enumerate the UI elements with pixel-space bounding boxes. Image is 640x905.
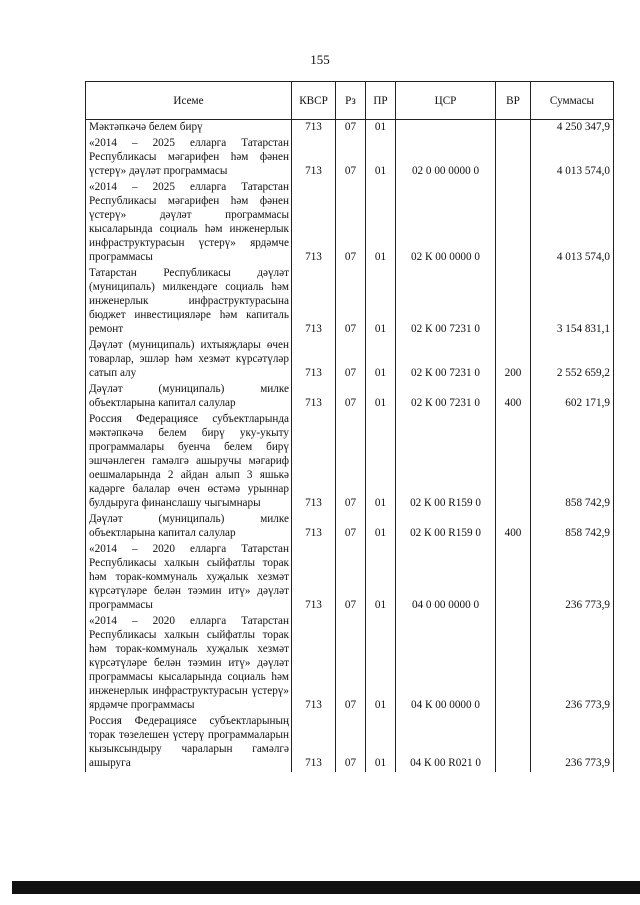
row-kvsr: 713 [292, 136, 336, 180]
row-rz: 07 [336, 120, 366, 137]
row-vr: 400 [496, 512, 531, 542]
row-sum: 3 154 831,1 [531, 266, 614, 338]
row-rz: 07 [336, 614, 366, 714]
row-pr: 01 [366, 266, 396, 338]
row-csr: 04 0 00 0000 0 [396, 542, 496, 614]
row-sum: 4 250 347,9 [531, 120, 614, 137]
row-vr: 200 [496, 338, 531, 382]
row-csr: 02 К 00 7231 0 [396, 266, 496, 338]
header-kvsr: КВСР [292, 82, 336, 120]
row-kvsr: 713 [292, 614, 336, 714]
row-pr: 01 [366, 382, 396, 412]
row-sum: 858 742,9 [531, 412, 614, 512]
row-kvsr: 713 [292, 512, 336, 542]
row-name: «2014 – 2020 елларга Татарстан Республикасы халкын сыйфатлы торак һәм торак-коммуналь хуҗалык хезмәт күрсәтүләре белән тәэмин итү» дәүләт программасы [86, 542, 292, 614]
row-kvsr: 713 [292, 338, 336, 382]
row-name: Дәүләт (муниципаль) милке объектларына капитал салулар [86, 382, 292, 412]
row-pr: 01 [366, 136, 396, 180]
row-pr: 01 [366, 714, 396, 772]
row-csr: 02 К 00 R159 0 [396, 512, 496, 542]
row-kvsr: 713 [292, 542, 336, 614]
row-kvsr: 713 [292, 120, 336, 137]
row-vr [496, 614, 531, 714]
row-sum: 2 552 659,2 [531, 338, 614, 382]
row-name: Россия Федерациясе субъектларының торак төзелешен үстерү программаларын кызыксындыру чараларын гамәлгә ашыруга [86, 714, 292, 772]
header-pr: ПР [366, 82, 396, 120]
row-pr: 01 [366, 614, 396, 714]
row-csr: 02 К 00 0000 0 [396, 180, 496, 266]
row-sum: 602 171,9 [531, 382, 614, 412]
row-rz: 07 [336, 512, 366, 542]
row-pr: 01 [366, 338, 396, 382]
row-kvsr: 713 [292, 266, 336, 338]
row-csr: 02 К 00 7231 0 [396, 338, 496, 382]
table-row [86, 382, 614, 412]
row-csr: 02 К 00 7231 0 [396, 382, 496, 412]
row-pr: 01 [366, 412, 396, 512]
row-sum: 236 773,9 [531, 542, 614, 614]
header-name: Исеме [86, 82, 292, 120]
table-row [86, 266, 614, 338]
header-rz: Рз [336, 82, 366, 120]
row-vr [496, 136, 531, 180]
row-csr: 04 К 00 R021 0 [396, 714, 496, 772]
row-rz: 07 [336, 180, 366, 266]
table-row [86, 512, 614, 542]
row-sum: 236 773,9 [531, 714, 614, 772]
row-csr: 02 0 00 0000 0 [396, 136, 496, 180]
row-csr: 04 К 00 0000 0 [396, 614, 496, 714]
row-kvsr: 713 [292, 412, 336, 512]
row-rz: 07 [336, 412, 366, 512]
row-sum: 858 742,9 [531, 512, 614, 542]
row-vr [496, 714, 531, 772]
row-name: «2014 – 2025 елларга Татарстан Республикасы мәгарифен һәм фәнен үстерү» дәүләт программасы кысаларында социаль һәм инженерлык инфраструктурасын үстерү» ярдәмче программасы [86, 180, 292, 266]
row-rz: 07 [336, 338, 366, 382]
row-kvsr: 713 [292, 180, 336, 266]
row-pr: 01 [366, 512, 396, 542]
row-name: «2014 – 2025 елларга Татарстан Республикасы мәгарифен һәм фәнен үстерү» дәүләт программасы [86, 136, 292, 180]
row-sum: 4 013 574,0 [531, 136, 614, 180]
row-kvsr: 713 [292, 714, 336, 772]
row-name: Татарстан Республикасы дәүләт (муниципаль) милкендәге социаль һәм инженерлык инфраструктурасына бюджет инвестицияләре һәм капиталь ремонт [86, 266, 292, 338]
row-vr [496, 266, 531, 338]
row-kvsr: 713 [292, 382, 336, 412]
row-name: Россия Федерациясе субъектларында мәктәпкәчә белем бирү уку-укыту программалары буенча белем бирү эшчәнлеген гамәлгә ашыручы мәгариф оешмаларында 2 айдан алып 3 яшькә кадәрге балалар өчен өстәмә урыннар булдыруга финанслашу чыгымнары [86, 412, 292, 512]
table-row [86, 136, 614, 180]
row-vr [496, 120, 531, 137]
page-number: 155 [310, 52, 330, 67]
row-vr [496, 542, 531, 614]
table-header-row [86, 82, 614, 120]
row-vr [496, 412, 531, 512]
row-pr: 01 [366, 542, 396, 614]
row-pr: 01 [366, 120, 396, 137]
row-name: «2014 – 2020 елларга Татарстан Республикасы халкын сыйфатлы торак һәм торак-коммуналь хуҗалык хезмәт күрсәтүләре белән тәэмин итү» дәүләт программасы кысаларында социаль һәм инженерлык инфраструктурасын үстерү» ярдәмче программасы [86, 614, 292, 714]
header-sum: Суммасы [531, 82, 614, 120]
row-name: Дәүләт (муниципаль) милке объектларына капитал салулар [86, 512, 292, 542]
row-rz: 07 [336, 136, 366, 180]
row-sum: 236 773,9 [531, 614, 614, 714]
table-row [86, 542, 614, 614]
table-row [86, 180, 614, 266]
row-csr [396, 120, 496, 137]
table-row [86, 714, 614, 772]
row-rz: 07 [336, 542, 366, 614]
budget-table [85, 81, 614, 772]
header-csr: ЦСР [396, 82, 496, 120]
row-rz: 07 [336, 382, 366, 412]
row-sum: 4 013 574,0 [531, 180, 614, 266]
table-row [86, 614, 614, 714]
row-vr: 400 [496, 382, 531, 412]
row-name: Мәктәпкәчә белем бирү [86, 120, 292, 137]
table-row [86, 338, 614, 382]
row-vr [496, 180, 531, 266]
row-csr: 02 К 00 R159 0 [396, 412, 496, 512]
header-vr: ВР [496, 82, 531, 120]
row-name: Дәүләт (муниципаль) ихтыяҗлары өчен товарлар, эшләр һәм хезмәт күрсәтүләр сатып алу [86, 338, 292, 382]
row-rz: 07 [336, 714, 366, 772]
row-pr: 01 [366, 180, 396, 266]
scan-edge-bar [12, 881, 640, 894]
table-row [86, 120, 614, 137]
table-row [86, 412, 614, 512]
row-rz: 07 [336, 266, 366, 338]
